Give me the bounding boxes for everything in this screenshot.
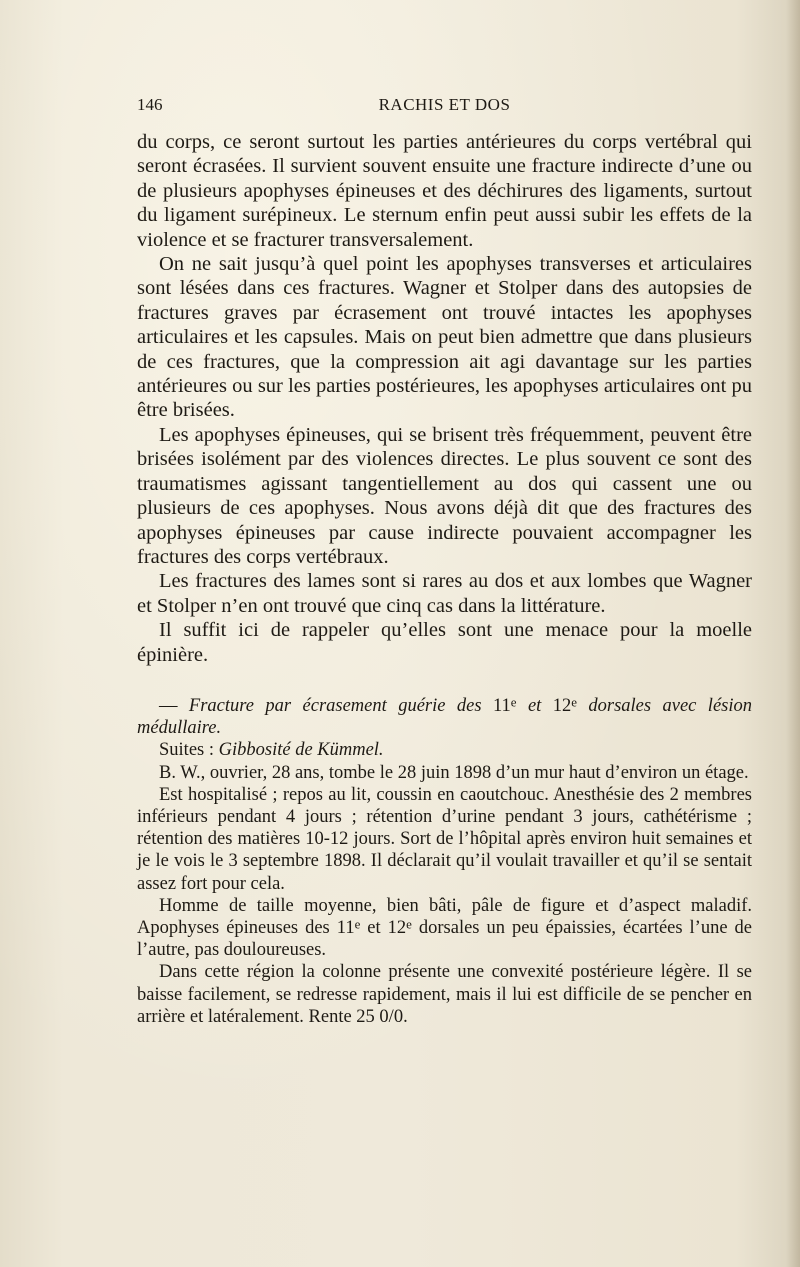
case-report xyxy=(137,695,752,1028)
suites-label: Suites : xyxy=(159,740,219,761)
case-title-part1: Fracture par écrasement guérie des xyxy=(188,695,493,716)
page-edge-shadow xyxy=(786,0,800,1267)
vertebra-number: 12 xyxy=(552,695,572,716)
paragraph: du corps, ce seront surtout les parties antérieures du corps vertébral qui seront écrasées. Il survient souvent ensuite une fracture indirecte d’une ou de plusieurs apophyses épineuses et des déchirures des ligaments, surtout du ligament surépineux. Le sternum enfin peut aussi subir les effets de la violence et se fracturer transversalement. xyxy=(137,131,752,251)
paragraph: On ne sait jusqu’à quel point les apophyses transverses et articulaires sont lésées dans ces fractures. Wagner et Stolper dans des autopsies de fractures graves par écrasement ont trouvé intactes les apophyses articulaires et les capsules. Mais on peut bien admettre que dans plusieurs de ces fractures, que la compression ait agi davantage sur les parties antérieures ou sur les parties postérieures, les apophyses articulaires ont pu être brisées. xyxy=(137,253,752,422)
running-title: RACHIS ET DOS xyxy=(378,95,511,114)
case-title-dash: — xyxy=(159,695,189,716)
case-paragraph: B. W., ouvrier, 28 ans, tombe le 28 juin 1898 d’un mur haut d’environ un étage. xyxy=(159,762,749,783)
vertebra-ordinal: e xyxy=(510,694,517,710)
case-paragraph-habitus xyxy=(137,895,752,962)
habitus-text: dorsales un peu épaissies, écartées l’une de l’autre, pas douloureuses. xyxy=(137,917,752,961)
page-number: 146 xyxy=(137,95,163,114)
case-title-part3: dorsales avec lésion médullaire. xyxy=(137,695,752,739)
case-paragraph: Est hospitalisé ; repos au lit, coussin en caoutchouc. Anesthésie des 2 membres inférieurs pendant 4 jours ; rétention d’urine pendant 3 jours, cathétérisme ; rétention des matières 10-12 jours. Sort de l’hôpital après environ huit semaines et je le vois le 3 septembre 1898. Il déclarait qu’il voulait travailler et qu’il se sentait assez fort pour cela. xyxy=(137,784,752,894)
case-suites xyxy=(137,739,752,761)
paragraph: Les apophyses épineuses, qui se brisent très fréquemment, peuvent être brisées isolément par des violences directes. Le plus souvent ce sont des traumatismes agissant tangentiellement au dos qui cassent une ou plusieurs de ces apophyses. Nous avons déjà dit que des fractures des apophyses épineuses par cause indirecte pouvaient accompagner les fractures des corps vertébraux. xyxy=(137,423,752,568)
vertebra-ordinal: e xyxy=(571,694,577,710)
vertebra-number: 11 xyxy=(336,917,355,938)
habitus-text: Homme de taille moyenne, bien bâti, pâle de figure et d’aspect maladif. Apophyses épineuses des xyxy=(137,895,752,938)
paragraph: Il suffit ici de rappeler qu’elles sont une menace pour la moelle épinière. xyxy=(137,619,752,666)
body-text xyxy=(137,130,752,1028)
suites-value: Gibbosité de Kümmel. xyxy=(218,740,384,761)
case-title-part2: et xyxy=(516,695,553,716)
vertebra-ordinal: e xyxy=(354,916,361,932)
vertebra-ordinal: e xyxy=(406,916,412,932)
vertebra-number: 11 xyxy=(492,695,511,716)
main-text xyxy=(137,130,752,667)
vertebra-number: 12 xyxy=(387,917,407,938)
case-paragraph: Dans cette région la colonne présente une convexité postérieure légère. Il se baisse facilement, se redresse rapidement, mais il lui est difficile de se pencher en arrière et latéralement. Rente 25 0/0. xyxy=(137,962,752,1027)
case-title xyxy=(137,695,752,739)
habitus-text: et xyxy=(360,917,388,938)
paragraph: Les fractures des lames sont si rares au dos et aux lombes que Wagner et Stolper n’en ont trouvé que cinq cas dans la littérature. xyxy=(137,570,752,617)
page-header xyxy=(137,95,752,119)
